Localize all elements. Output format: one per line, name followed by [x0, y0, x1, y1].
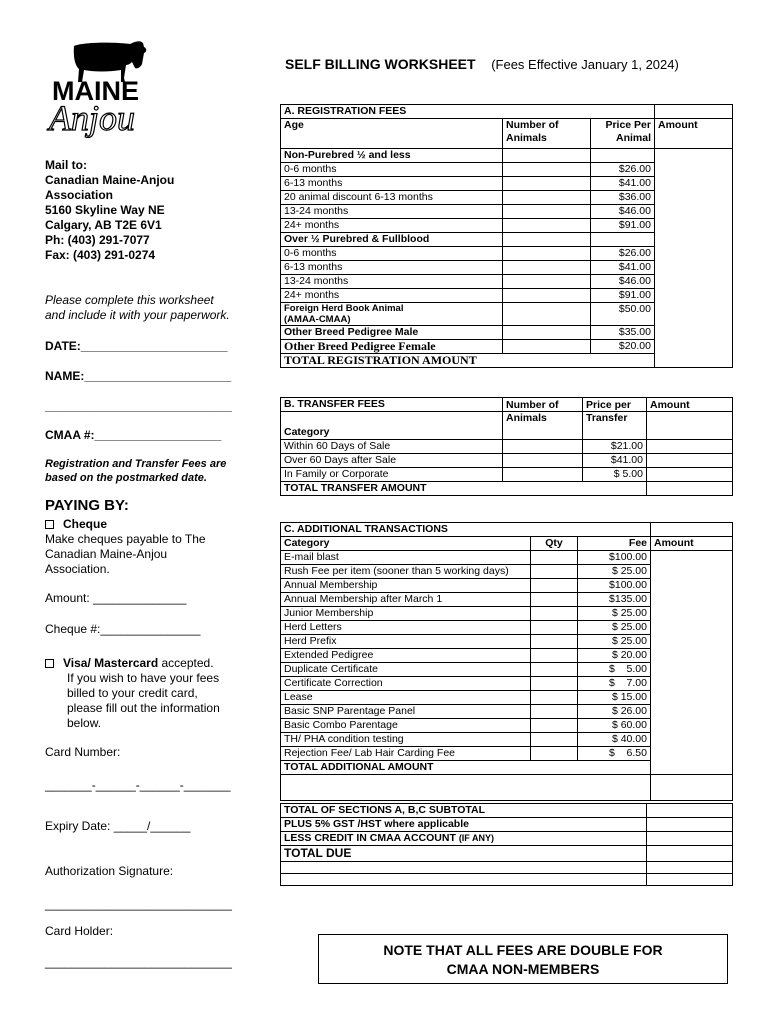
gst-label: PLUS 5% GST /HST where applicable	[281, 818, 647, 832]
total-transfer-amount: TOTAL TRANSFER AMOUNT	[281, 482, 647, 496]
amount-header: Amount	[655, 119, 733, 149]
amount-header: Amount	[647, 399, 733, 427]
table-row: E-mail blast $100.00	[281, 551, 733, 565]
name-field-line[interactable]: ____________________________	[45, 399, 232, 413]
table-row: Herd Prefix $ 25.00	[281, 635, 733, 649]
table-row: Certificate Correction $ 7.00	[281, 677, 733, 691]
animals-input[interactable]	[503, 163, 591, 177]
table-row: 13-24 months $46.00	[281, 205, 733, 219]
table-row: 24+ months $91.00	[281, 289, 733, 303]
table-row: 6-13 months $41.00	[281, 261, 733, 275]
table-row: TH/ PHA condition testing $ 40.00	[281, 733, 733, 747]
card-number-field[interactable]: _______-______-______-_______	[45, 778, 231, 792]
total-due-label: TOTAL DUE	[281, 846, 647, 862]
card-holder-field[interactable]: ____________________________	[45, 955, 232, 969]
category-header: Category	[281, 537, 531, 551]
cheque-option: Cheque Make cheques payable to The Canadian Maine-Anjou Association.	[45, 517, 206, 576]
table-row: 6-13 months $41.00	[281, 177, 733, 191]
page-title	[285, 56, 679, 72]
table-row: Lease $ 15.00	[281, 691, 733, 705]
card-number-label: Card Number:	[45, 745, 121, 759]
signature-field[interactable]: ____________________________	[45, 897, 232, 911]
section-a-title: A. REGISTRATION FEES	[281, 105, 655, 119]
number-of-animals-header: Number of Animals	[503, 119, 591, 149]
age-header: Age	[281, 119, 503, 149]
instructions: Please complete this worksheet and include it with your paperwork.	[45, 293, 230, 322]
section-c-title: C. ADDITIONAL TRANSACTIONS	[281, 523, 651, 537]
expiry-date-field[interactable]: Expiry Date: _____/______	[45, 819, 191, 833]
postmark-note: Registration and Transfer Fees are based on the postmarked date.	[45, 458, 227, 484]
qty-header: Qty	[531, 537, 578, 551]
table-row: Extended Pedigree $ 20.00	[281, 649, 733, 663]
group-purebred: Over ½ Purebred & Fullblood	[281, 233, 503, 247]
table-row: Over 60 Days after Sale $41.00	[281, 454, 733, 468]
visa-option: Visa/ Mastercard accepted. If you wish to have your fees billed to your credit card, please fill out the information below.	[45, 656, 220, 731]
subtotal-label: TOTAL OF SECTIONS A, B,C SUBTOTAL	[281, 804, 647, 818]
visa-checkbox[interactable]	[45, 659, 54, 668]
table-row: Duplicate Certificate $ 5.00	[281, 663, 733, 677]
subtotal-input[interactable]	[647, 804, 733, 818]
price-per-transfer-header: Price per Transfer	[583, 399, 647, 427]
section-b-title: B. TRANSFER FEES	[281, 398, 503, 412]
table-row: Within 60 Days of Sale $21.00	[281, 440, 733, 454]
table-row: 0-6 months $26.00	[281, 247, 733, 261]
cmaa-number-field[interactable]: CMAA #:___________________	[45, 428, 222, 442]
table-row: Annual Membership after March 1 $135.00	[281, 593, 733, 607]
total-additional-amount: TOTAL ADDITIONAL AMOUNT	[281, 761, 651, 775]
amount-header: Amount	[651, 537, 733, 551]
svg-text:Anjou: Anjou	[49, 98, 135, 138]
table-row: Herd Letters $ 25.00	[281, 621, 733, 635]
totals-table	[280, 803, 733, 886]
table-row: Other Breed Pedigree Female $20.00	[281, 340, 733, 354]
fees-effective-date: (Fees Effective January 1, 2024)	[491, 57, 679, 72]
svg-text:MAINE: MAINE	[52, 76, 139, 106]
mailing-address: Mail to: Canadian Maine-Anjou Association 5160 Skyline Way NE Calgary, AB T2E 6V1 Ph: (403) 291-7077 Fax: (403) 291-0274	[45, 158, 175, 262]
transfer-fees-table	[280, 397, 733, 496]
total-registration-amount: TOTAL REGISTRATION AMOUNT	[281, 354, 655, 368]
total-transfer-input[interactable]	[647, 482, 733, 496]
table-row: Junior Membership $ 25.00	[281, 607, 733, 621]
cheque-number-field[interactable]: Cheque #:_______________	[45, 622, 201, 636]
cheque-checkbox[interactable]	[45, 520, 54, 529]
table-row: In Family or Corporate $ 5.00	[281, 468, 733, 482]
table-row: 13-24 months $46.00	[281, 275, 733, 289]
paying-by-heading: PAYING BY:	[45, 497, 129, 514]
table-row: Basic Combo Parentage $ 60.00	[281, 719, 733, 733]
name-field[interactable]: NAME:______________________	[45, 369, 232, 383]
credit-label: LESS CREDIT IN CMAA ACCOUNT (IF ANY)	[281, 832, 647, 846]
table-row: Rush Fee per item (sooner than 5 working days) $ 25.00	[281, 565, 733, 579]
credit-input[interactable]	[647, 832, 733, 846]
non-member-fee-note: NOTE THAT ALL FEES ARE DOUBLE FOR CMAA NON-MEMBERS	[318, 934, 728, 984]
group-non-purebred: Non-Purebred ½ and less	[281, 149, 503, 163]
category-header: Category	[281, 412, 503, 440]
table-row: 20 animal discount 6-13 months $36.00	[281, 191, 733, 205]
worksheet-title: SELF BILLING WORKSHEET	[285, 56, 476, 72]
amount-field[interactable]: Amount: ______________	[45, 591, 187, 605]
gst-input[interactable]	[647, 818, 733, 832]
table-row: Other Breed Pedigree Male $35.00	[281, 326, 733, 340]
table-row: 24+ months $91.00	[281, 219, 733, 233]
number-of-animals-header: Number of Animals	[503, 399, 583, 427]
total-due-input[interactable]	[647, 846, 733, 862]
authorization-signature-label: Authorization Signature:	[45, 864, 174, 878]
table-row: Basic SNP Parentage Panel $ 26.00	[281, 705, 733, 719]
total-additional-input[interactable]	[651, 761, 733, 775]
additional-transactions-table	[280, 522, 733, 801]
date-field[interactable]: DATE:______________________	[45, 339, 228, 353]
price-per-animal-header: Price Per Animal	[591, 119, 655, 149]
table-row: Rejection Fee/ Lab Hair Carding Fee $ 6.50	[281, 747, 733, 761]
cow-icon	[44, 38, 164, 148]
total-registration-input[interactable]	[655, 354, 733, 368]
fee-header: Fee	[578, 537, 651, 551]
maine-anjou-logo	[44, 38, 164, 148]
table-row: Annual Membership $100.00	[281, 579, 733, 593]
table-row: 0-6 months $26.00	[281, 163, 733, 177]
registration-fees-table	[280, 104, 733, 368]
card-holder-label: Card Holder:	[45, 924, 114, 938]
table-row: Foreign Herd Book Animal (AMAA-CMAA) $50.00	[281, 303, 733, 326]
